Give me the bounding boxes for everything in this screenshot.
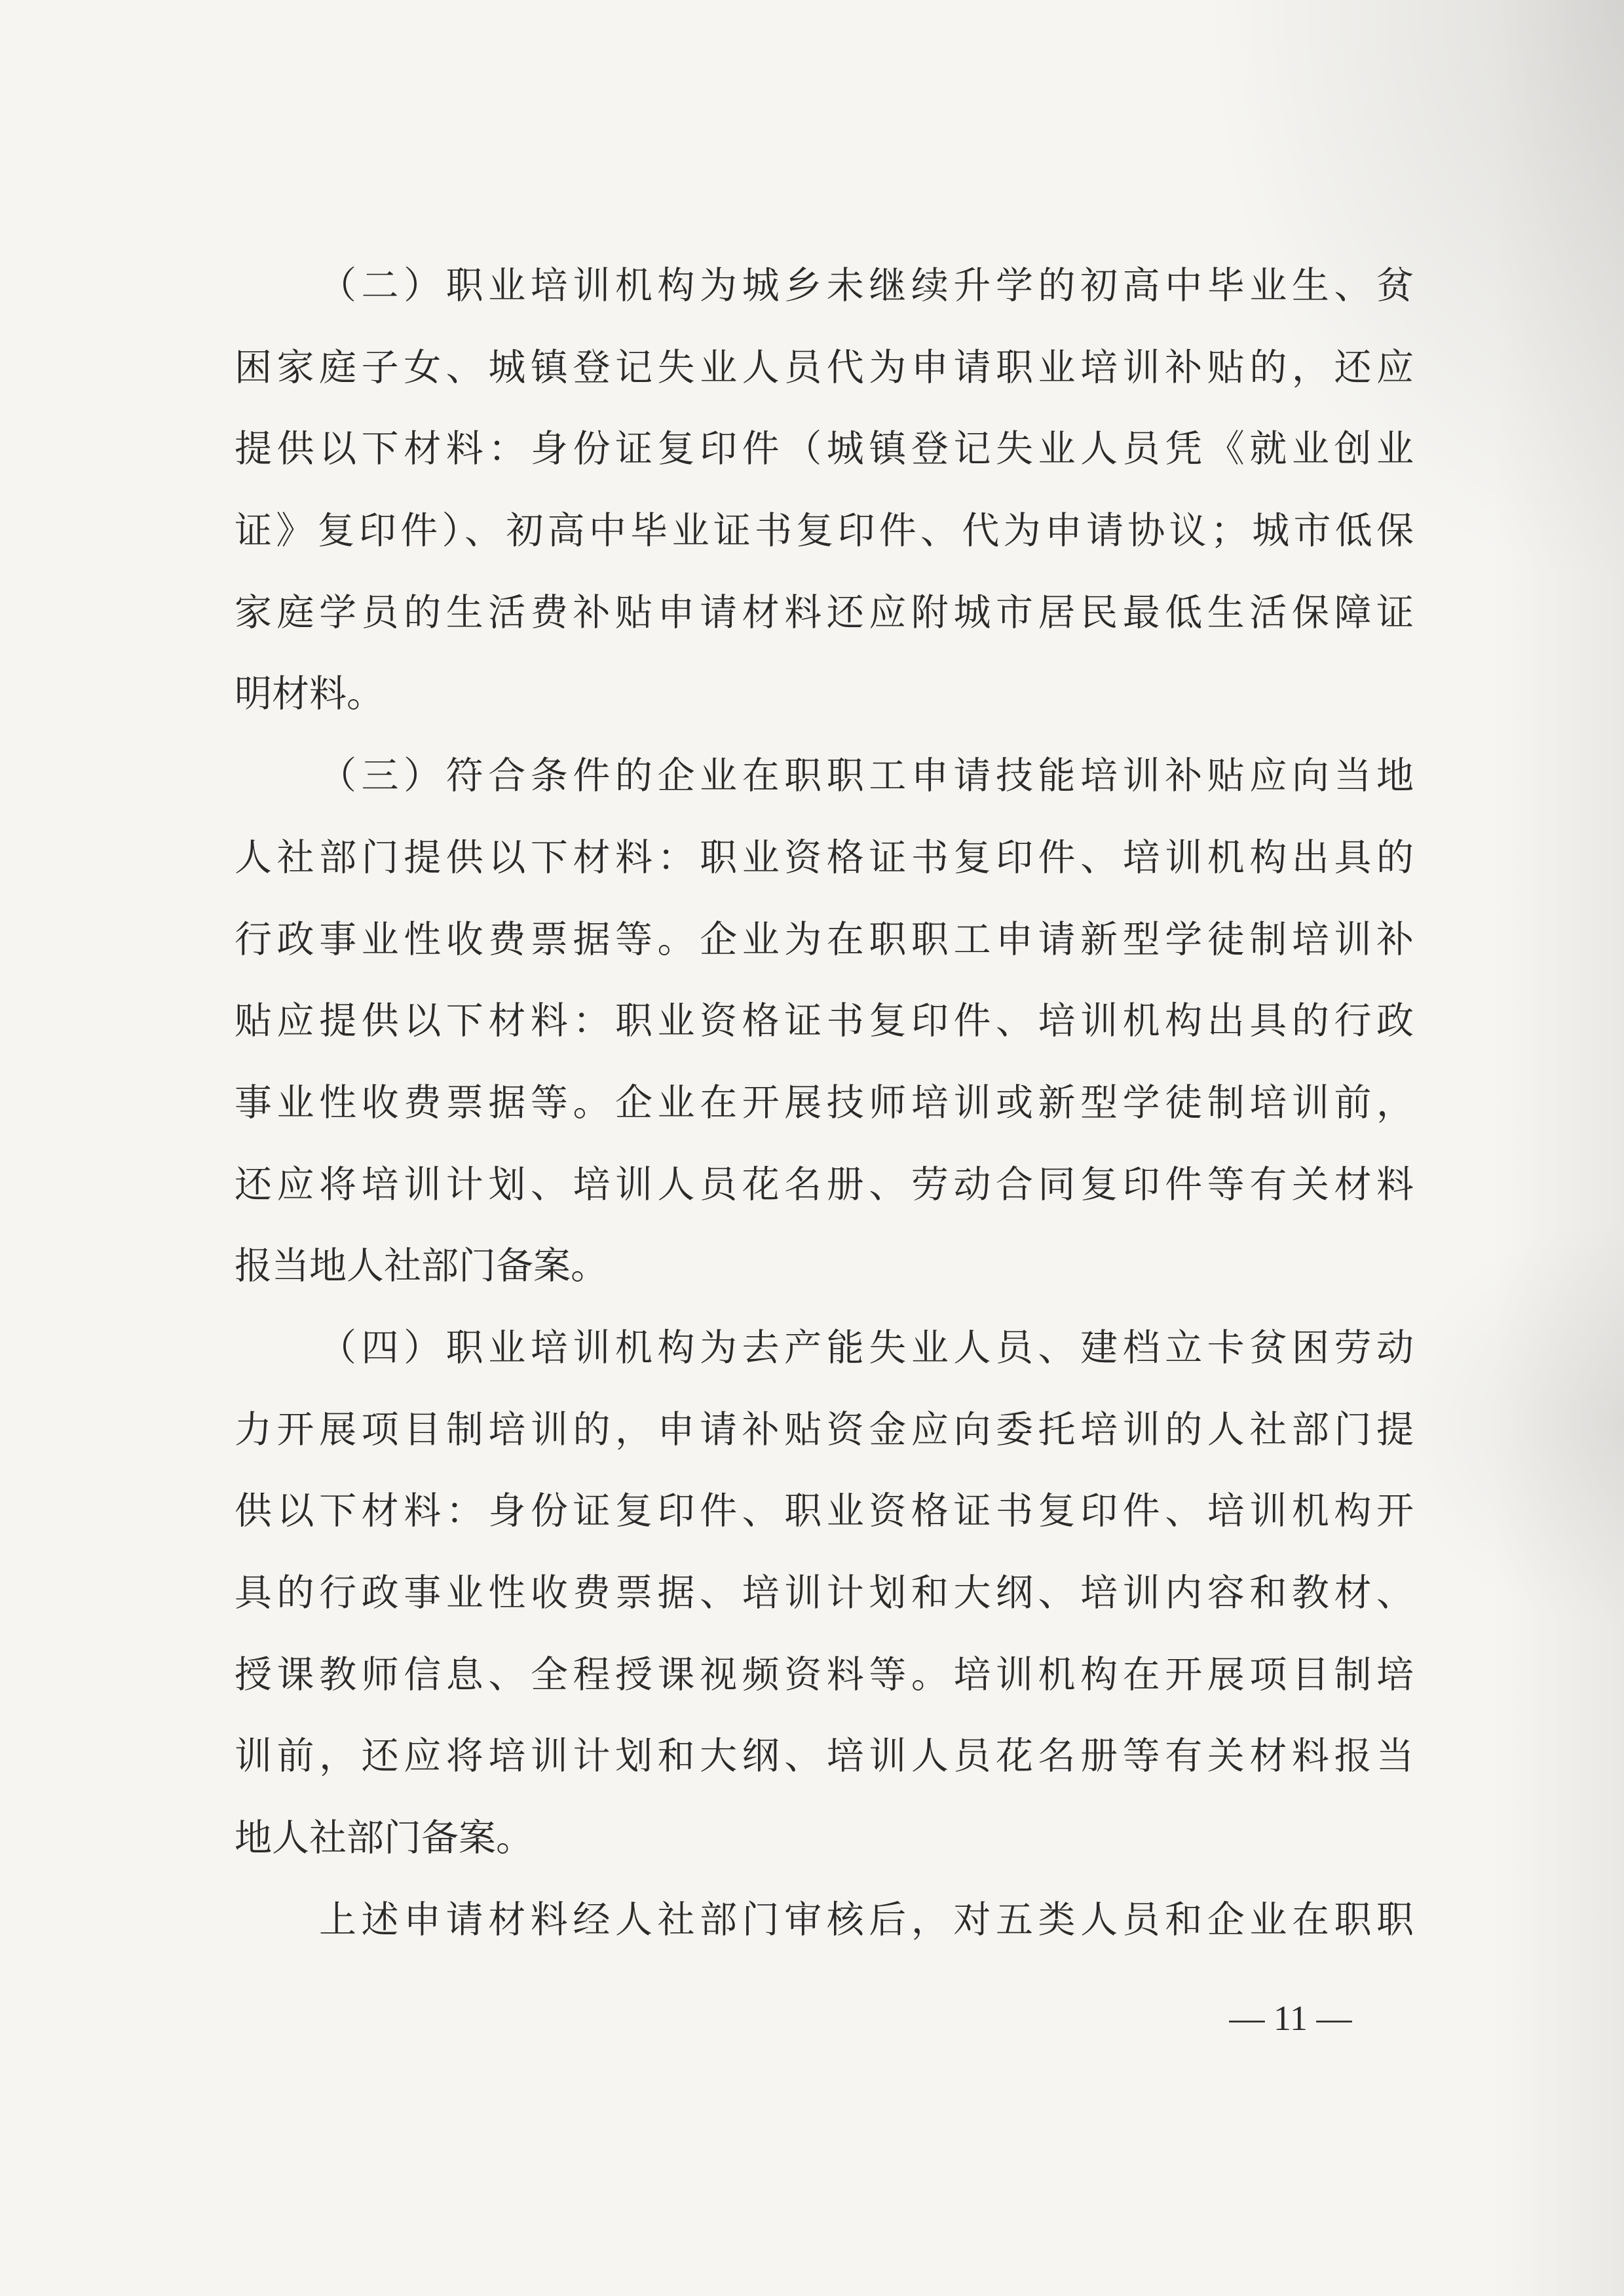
text-line: 行政事业性收费票据等。企业为在职职工申请新型学徒制培训补 xyxy=(235,917,1414,961)
text-line: 证》复印件）、初高中毕业证书复印件、代为申请协议；城市低保 xyxy=(235,509,1414,553)
text-line: 地人社部门备案。 xyxy=(235,1816,533,1860)
text-line: 训前，还应将培训计划和大纲、培训人员花名册等有关材料报当 xyxy=(235,1734,1414,1778)
text-line: 具的行政事业性收费票据、培训计划和大纲、培训内容和教材、 xyxy=(235,1571,1414,1615)
text-line: 事业性收费票据等。企业在开展技师培训或新型学徒制培训前， xyxy=(235,1081,1414,1124)
text-line: 还应将培训计划、培训人员花名册、劳动合同复印件等有关材料 xyxy=(235,1162,1414,1206)
text-line: 上述申请材料经人社部门审核后，对五类人员和企业在职职 xyxy=(319,1898,1414,1942)
text-line: 人社部门提供以下材料：职业资格证书复印件、培训机构出具的 xyxy=(235,835,1414,879)
body-text xyxy=(235,245,1414,1961)
text-line: 明材料。 xyxy=(235,672,384,716)
text-line: 力开展项目制培训的，申请补贴资金应向委托培训的人社部门提 xyxy=(235,1407,1414,1451)
text-line: （三）符合条件的企业在职职工申请技能培训补贴应向当地 xyxy=(319,754,1414,798)
text-line: 贴应提供以下材料：职业资格证书复印件、培训机构出具的行政 xyxy=(235,999,1414,1043)
text-line: 授课教师信息、全程授课视频资料等。培训机构在开展项目制培 xyxy=(235,1653,1414,1696)
text-line: 提供以下材料：身份证复印件（城镇登记失业人员凭《就业创业 xyxy=(235,427,1414,471)
text-line: 报当地人社部门备案。 xyxy=(235,1244,608,1288)
text-line: （四）职业培训机构为去产能失业人员、建档立卡贫困劳动 xyxy=(319,1326,1414,1369)
text-line: （二）职业培训机构为城乡未继续升学的初高中毕业生、贫 xyxy=(319,264,1414,307)
page-number: — 11 — xyxy=(1229,1999,1352,2038)
text-line: 家庭学员的生活费补贴申请材料还应附城市居民最低生活保障证 xyxy=(235,590,1414,634)
text-line: 困家庭子女、城镇登记失业人员代为申请职业培训补贴的，还应 xyxy=(235,345,1414,389)
text-line: 供以下材料：身份证复印件、职业资格证书复印件、培训机构开 xyxy=(235,1489,1414,1533)
